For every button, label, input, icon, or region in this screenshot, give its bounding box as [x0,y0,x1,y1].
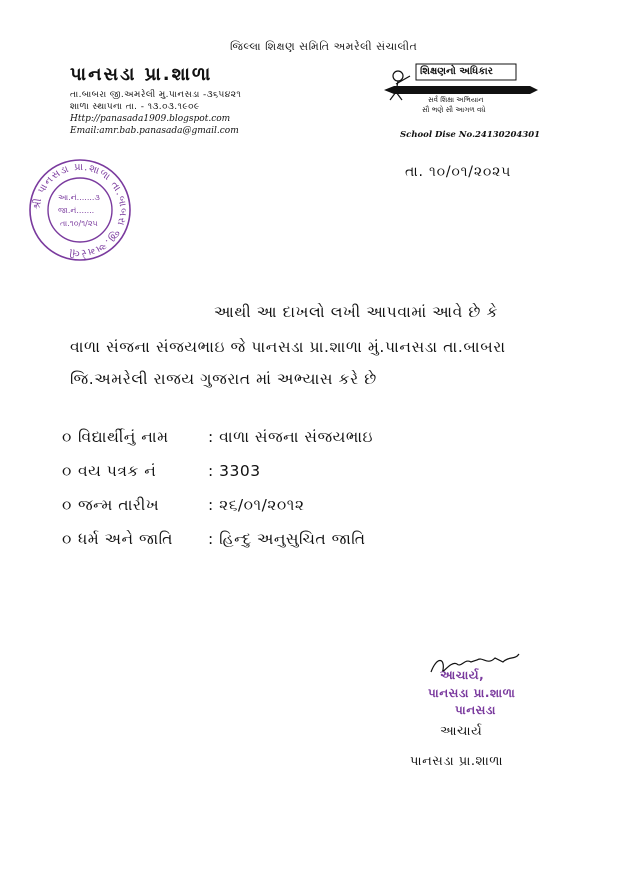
logo-subtitle: સર્વ શિક્ષા અભિયાન [428,96,484,104]
stamp-date: તા.૧૦/૧/૨૫ [60,219,98,228]
field-value: : હિન્દુ અનુસુચિત જાતિ [208,530,366,548]
stamp-outward-no: આ.નં.......૩ [58,193,100,202]
sign-stamp-title: આચાર્ય, [440,668,485,682]
bullet: ૦ [62,462,72,480]
field-label: વિદ્યાર્થીનું નામ [78,428,169,446]
header-tagline: જિલ્લા શિક્ષણ સમિતિ અમરેલી સંચાલીત [230,40,418,53]
signatory-title: આચાર્ય [440,724,483,739]
field-value: : ૨૬/૦૧/૨૦૧૨ [208,496,305,514]
signatory-school: પાનસડા પ્રા.શાળા [410,754,504,769]
field-label: જન્મ તારીખ [78,496,160,514]
logo-motto: સૌ ભણે સૌ આગળ વધે [422,106,486,114]
bullet: ૦ [62,428,72,446]
sign-stamp-village: પાનસડા [455,703,496,717]
rte-logo [380,62,540,122]
logo-title: શિક્ષણનો અધિકાર [420,66,493,77]
certificate-intro: આથી આ દાખલો લખી આપવામાં આવે છે કે [214,303,498,321]
school-email: Email:amr.bab.panasada@gmail.com [70,126,239,136]
school-established: શાળા સ્થાપના તા. - ૧૩.૦૩.૧૯૦૯ [70,102,200,112]
stamp-ring-text: શ્રી પાનસડા પ્રા.શાળા તા.બાબરા જી.અમરેલી [31,161,129,259]
field-register-no [62,462,261,481]
sign-stamp-school: પાનસડા પ્રા.શાળા [428,686,516,700]
field-value: : વાળા સંજના સંજયભાઇ [208,428,373,446]
field-birth-date [62,496,304,515]
field-label: ધર્મ અને જાતિ [78,530,173,548]
field-student-name [62,428,373,447]
school-website: Http://panasada1909.blogspot.com [70,114,231,124]
bullet: ૦ [62,530,72,548]
school-dise-number: School Dise No.24130204301 [400,130,541,140]
certificate-line-3: જિ.અમરેલી રાજય ગુજરાત માં અભ્યાસ કરે છે [70,370,377,388]
field-value: : 3303 [208,462,261,480]
field-label: વય પત્રક નં [78,462,157,480]
letter-date: તા. ૧૦/૦૧/૨૦૨૫ [405,164,512,180]
school-stamp [28,158,132,262]
bullet: ૦ [62,496,72,514]
school-address: તા.બાબરા જી.અમરેલી મુ.પાનસડા -૩૬૫૪૨૧ [70,90,242,100]
stamp-inward-no: જા.નં....... [58,206,95,215]
field-religion-caste [62,530,366,549]
school-name: પાનસડા પ્રા.શાળા [70,64,213,85]
certificate-line-2: વાળા સંજના સંજયભાઇ જે પાનસડા પ્રા.શાળા મું.પાનસડા તા.બાબરા [70,338,506,356]
